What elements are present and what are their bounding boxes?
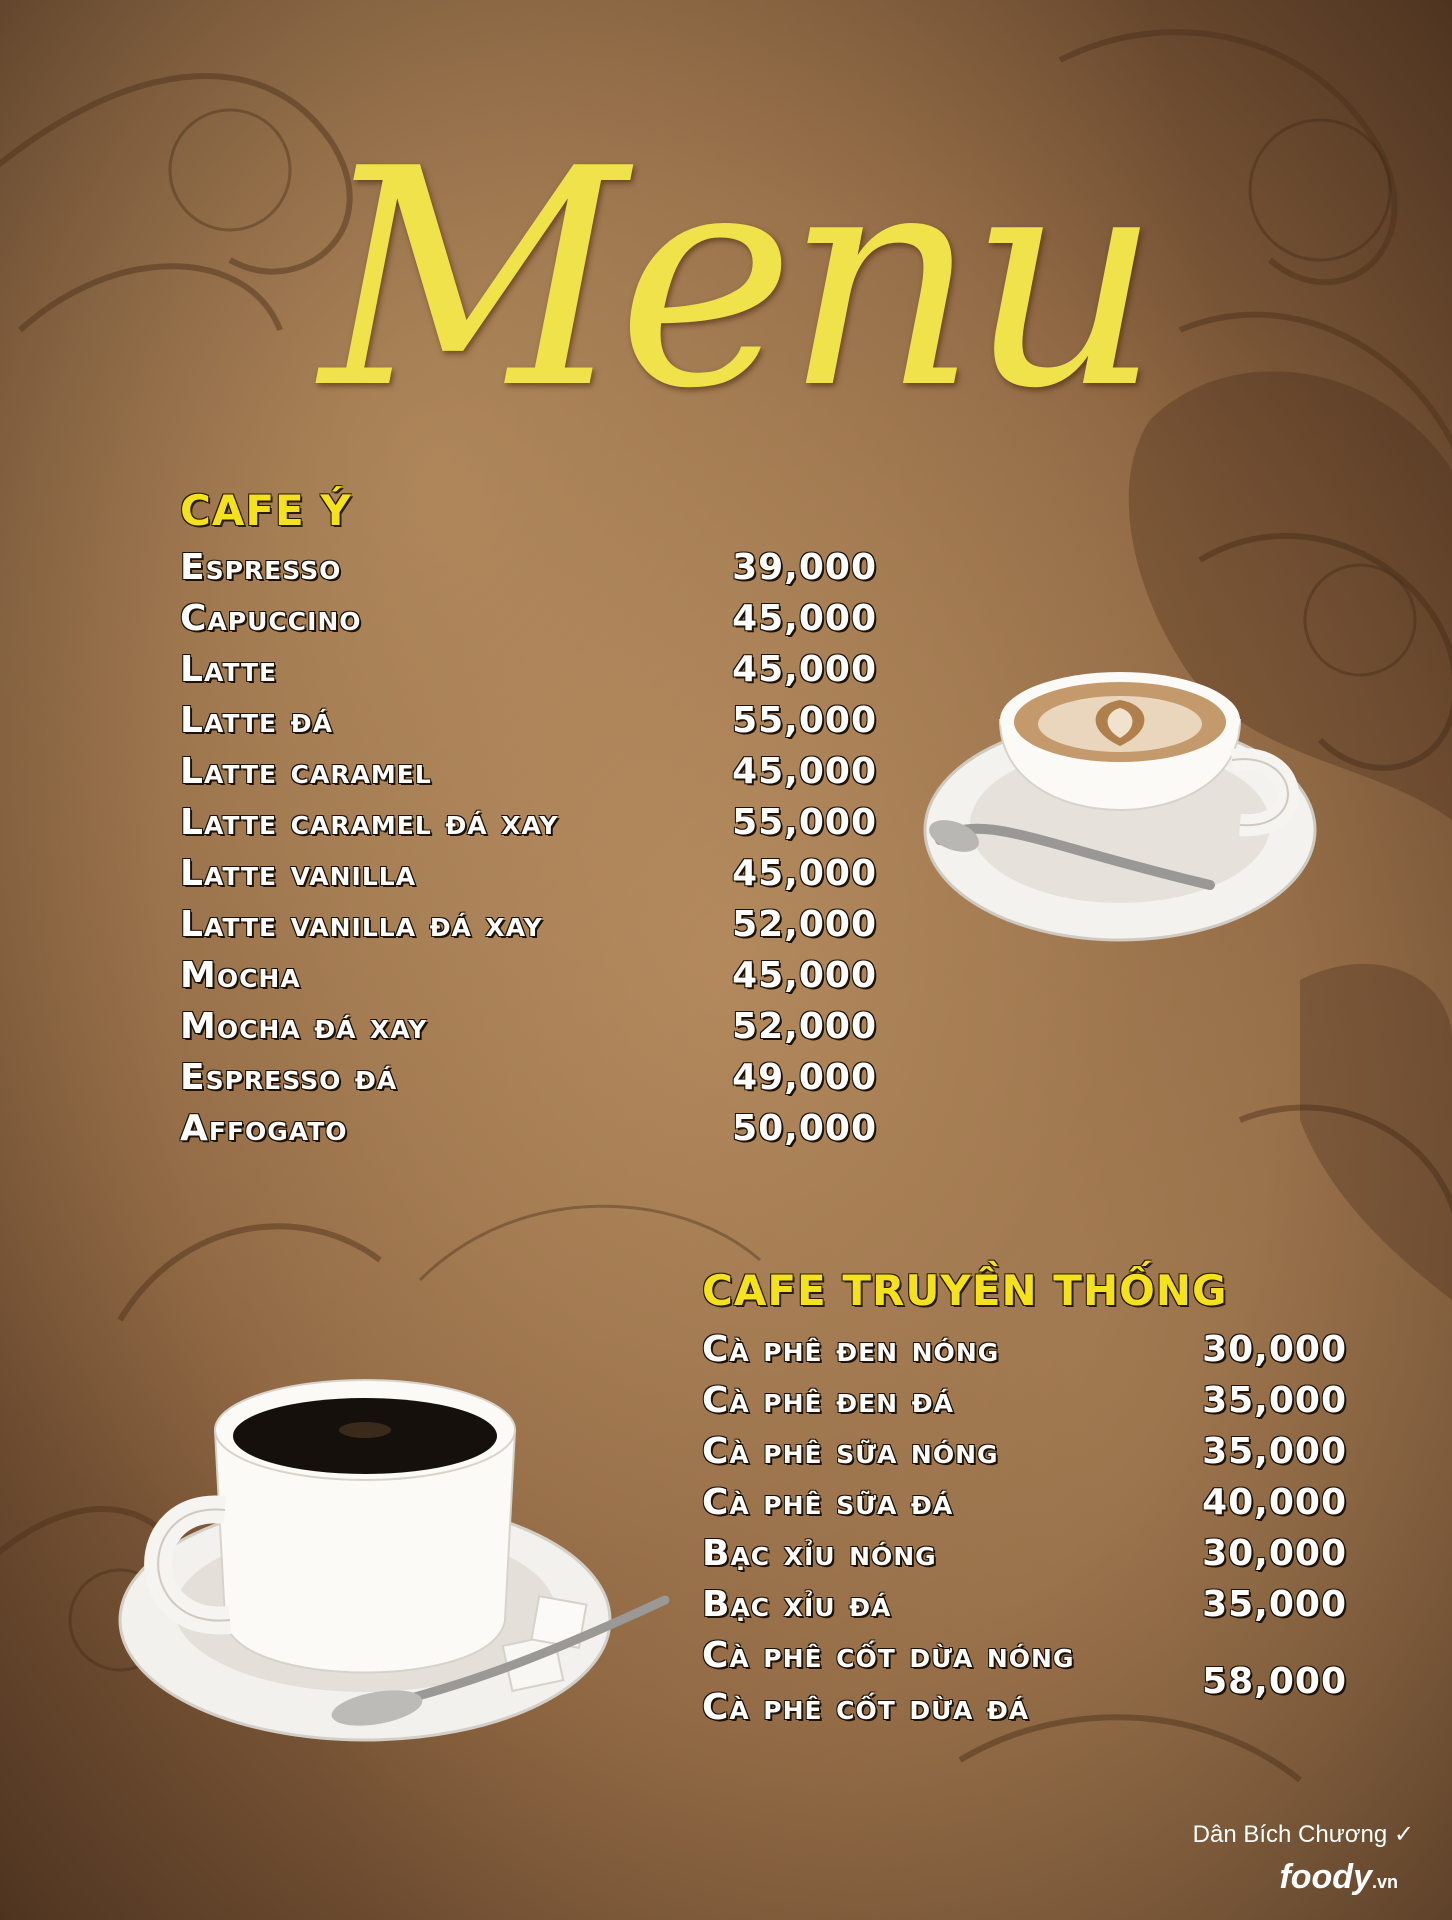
item-name: Espresso đá [180, 1057, 398, 1098]
logo-suffix: .vn [1371, 1872, 1398, 1892]
item-name: Capuccino [180, 598, 362, 639]
menu-item [180, 848, 877, 899]
menu-item [180, 899, 877, 950]
logo-text: foody [1279, 1858, 1372, 1896]
section-heading-cafe-truyen-thong: CAFE TRUYỀN THỐNG [702, 1266, 1228, 1315]
item-price: 58,000 [1202, 1661, 1347, 1702]
item-price: 45,000 [732, 955, 877, 996]
menu-title: Menu [320, 105, 1152, 454]
item-name: Latte đá [180, 700, 333, 741]
menu-item [702, 1426, 1347, 1477]
item-name: Mocha [180, 955, 301, 996]
menu-item [180, 695, 877, 746]
signature-mark: ✓ [1393, 1821, 1414, 1848]
menu-item [180, 644, 877, 695]
cafe-y-item-list [180, 542, 877, 1154]
menu-item [702, 1477, 1347, 1528]
item-name: Cà phê cốt dừa nóng [702, 1635, 1075, 1676]
item-name: Latte caramel [180, 751, 432, 792]
item-name: Affogato [180, 1108, 348, 1149]
item-price: 35,000 [1202, 1431, 1347, 1472]
item-name: Latte caramel đá xay [180, 802, 559, 843]
item-name: Cà phê đen đá [702, 1380, 954, 1421]
menu-item [180, 593, 877, 644]
item-price: 35,000 [1202, 1380, 1347, 1421]
item-price: 45,000 [732, 598, 877, 639]
menu-item [702, 1579, 1347, 1630]
cafe-truyen-thong-item-list [702, 1324, 1347, 1630]
item-price: 30,000 [1202, 1329, 1347, 1370]
item-name: Latte [180, 649, 278, 690]
item-price: 45,000 [732, 751, 877, 792]
foody-logo [1279, 1858, 1398, 1897]
menu-item [180, 542, 877, 593]
menu-item [180, 1103, 877, 1154]
menu-item [702, 1528, 1347, 1579]
item-price: 40,000 [1202, 1482, 1347, 1523]
credit-text: Dân Bích Chương [1192, 1821, 1388, 1848]
menu-item [180, 950, 877, 1001]
item-price: 55,000 [732, 802, 877, 843]
section-heading-cafe-y: CAFE Ý [180, 486, 352, 535]
item-price: 52,000 [732, 1006, 877, 1047]
item-price: 52,000 [732, 904, 877, 945]
menu-item [180, 1001, 877, 1052]
item-name: Cà phê cốt dừa đá [702, 1687, 1030, 1728]
item-name: Cà phê sữa nóng [702, 1431, 999, 1472]
menu-item [180, 797, 877, 848]
menu-item [180, 746, 877, 797]
item-price: 39,000 [732, 547, 877, 588]
item-name: Cà phê đen nóng [702, 1329, 1000, 1370]
footer-credit [1193, 1820, 1414, 1849]
item-name: Espresso [180, 547, 342, 588]
item-price: 45,000 [732, 649, 877, 690]
item-name: Latte vanilla [180, 853, 417, 894]
item-name: Mocha đá xay [180, 1006, 428, 1047]
cappuccino-cup-image [920, 650, 1330, 950]
item-price: 30,000 [1202, 1533, 1347, 1574]
item-price: 50,000 [732, 1108, 877, 1149]
item-name: Bạc xỉu đá [702, 1584, 892, 1625]
item-price: 55,000 [732, 700, 877, 741]
item-price: 49,000 [732, 1057, 877, 1098]
item-price: 45,000 [732, 853, 877, 894]
menu-item [702, 1324, 1347, 1375]
item-name: Cà phê sữa đá [702, 1482, 954, 1523]
menu-item [702, 1375, 1347, 1426]
item-name: Bạc xỉu nóng [702, 1533, 937, 1574]
menu-item [180, 1052, 877, 1103]
item-name: Latte vanilla đá xay [180, 904, 543, 945]
menu-item-combo [702, 1630, 1347, 1734]
black-coffee-cup-image [115, 1370, 675, 1760]
item-price: 35,000 [1202, 1584, 1347, 1625]
